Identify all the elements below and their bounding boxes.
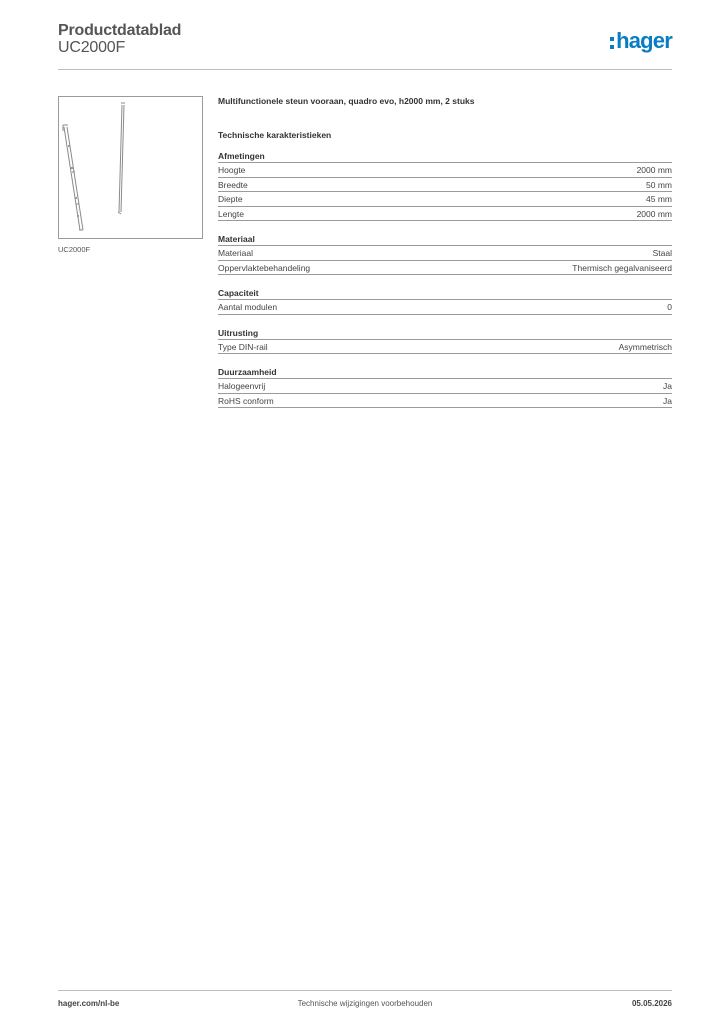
logo-dots-icon bbox=[610, 37, 614, 49]
spec-row bbox=[218, 340, 672, 355]
section-title: Afmetingen bbox=[218, 151, 672, 163]
spec-label: Breedte bbox=[218, 179, 248, 190]
spec-section-capaciteit bbox=[218, 288, 672, 315]
spec-label: Aantal modulen bbox=[218, 302, 278, 313]
spec-label: Type DIN-rail bbox=[218, 341, 268, 352]
spec-value: 45 mm bbox=[646, 194, 672, 205]
spec-value: Ja bbox=[663, 395, 672, 406]
spec-value: 0 bbox=[667, 302, 672, 313]
spec-value: 2000 mm bbox=[636, 165, 672, 176]
spec-value: Staal bbox=[652, 248, 672, 259]
spec-row bbox=[218, 394, 672, 409]
product-description: Multifunctionele steun vooraan, quadro evo, h2000 mm, 2 stuks bbox=[218, 96, 475, 106]
spec-label: Halogeenvrij bbox=[218, 381, 266, 392]
spec-value: Thermisch gegalvaniseerd bbox=[572, 262, 672, 273]
spec-label: Materiaal bbox=[218, 248, 253, 259]
product-code: UC2000F bbox=[58, 39, 126, 56]
product-rails-illustration bbox=[59, 97, 204, 240]
image-caption: UC2000F bbox=[58, 245, 91, 254]
website-link[interactable]: hager.com/nl-be bbox=[58, 999, 120, 1008]
product-image bbox=[58, 96, 203, 239]
logo-text: hager bbox=[616, 28, 672, 53]
section-title: Uitrusting bbox=[218, 328, 672, 340]
spec-label: Hoogte bbox=[218, 165, 246, 176]
spec-row bbox=[218, 192, 672, 207]
section-title: Duurzaamheid bbox=[218, 367, 672, 379]
page-header bbox=[58, 22, 672, 70]
technical-characteristics-heading: Technische karakteristieken bbox=[218, 130, 332, 140]
document-title: Productdatablad bbox=[58, 22, 182, 39]
spec-value: Asymmetrisch bbox=[618, 341, 672, 352]
spec-row bbox=[218, 207, 672, 222]
spec-label: RoHS conform bbox=[218, 395, 274, 406]
spec-row bbox=[218, 246, 672, 261]
page-footer bbox=[58, 990, 672, 1012]
spec-row bbox=[218, 300, 672, 315]
spec-value: 2000 mm bbox=[636, 208, 672, 219]
spec-section-duurzaamheid bbox=[218, 367, 672, 408]
spec-row bbox=[218, 178, 672, 193]
section-title: Capaciteit bbox=[218, 288, 672, 300]
spec-label: Oppervlaktebehandeling bbox=[218, 262, 311, 273]
section-title: Materiaal bbox=[218, 234, 672, 246]
spec-section-afmetingen bbox=[218, 151, 672, 221]
spec-value: 50 mm bbox=[646, 179, 672, 190]
spec-row bbox=[218, 379, 672, 394]
document-date: 05.05.2026 bbox=[631, 999, 672, 1008]
footer-notice: Technische wijzigingen voorbehouden bbox=[297, 999, 433, 1008]
product-specifications bbox=[218, 96, 672, 421]
hager-logo bbox=[610, 28, 672, 54]
spec-row bbox=[218, 163, 672, 178]
spec-section-materiaal bbox=[218, 234, 672, 275]
spec-label: Lengte bbox=[218, 208, 244, 219]
spec-row bbox=[218, 261, 672, 276]
spec-value: Ja bbox=[663, 381, 672, 392]
spec-label: Diepte bbox=[218, 194, 243, 205]
spec-section-uitrusting bbox=[218, 328, 672, 355]
